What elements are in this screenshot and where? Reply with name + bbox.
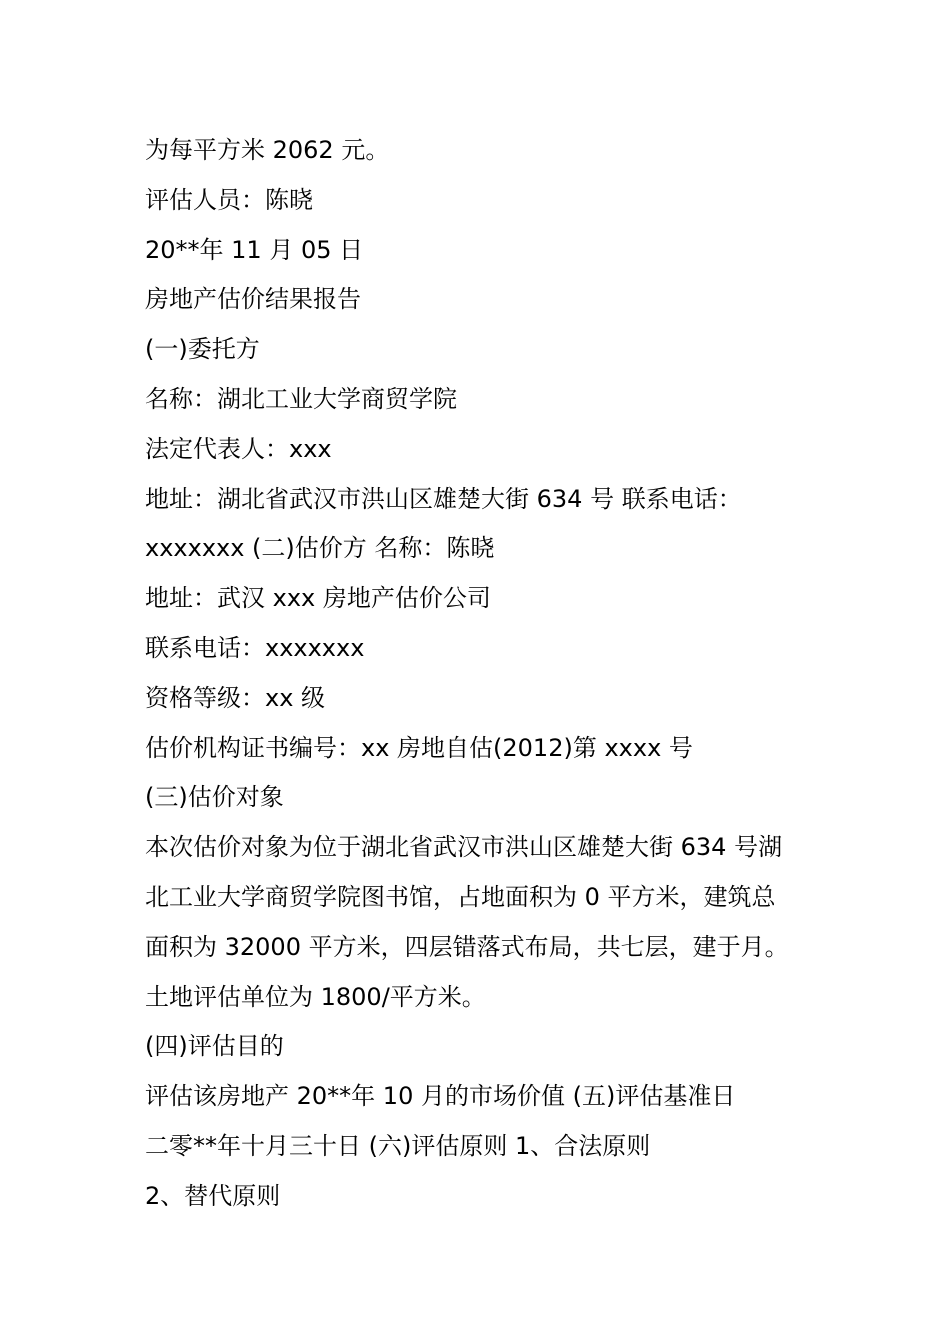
text-line-legal-rep: 法定代表人：xxx: [145, 434, 332, 463]
section-heading-client: (一)委托方: [145, 335, 260, 364]
section-heading-object: (三)估价对象: [145, 783, 284, 812]
text-line-appraiser-address: 地址：武汉 xxx 房地产估价公司: [145, 584, 491, 613]
paragraph-object-line-2: 北工业大学商贸学院图书馆，占地面积为 0 平方米，建筑总: [145, 882, 776, 911]
section-title-report: 房地产估价结果报告: [145, 285, 361, 314]
text-line-client-name: 名称：湖北工业大学商贸学院: [145, 384, 457, 413]
text-line-appraiser-party: xxxxxxx (二)估价方 名称：陈晓: [145, 534, 495, 563]
text-line-phone: 联系电话：xxxxxxx: [145, 633, 365, 662]
text-line-base-date: 二零**年十月三十日 (六)评估原则 1、合法原则: [145, 1131, 651, 1160]
section-heading-purpose: (四)评估目的: [145, 1032, 284, 1061]
paragraph-object-line-4: 土地评估单位为 1800/平方米。: [145, 982, 486, 1011]
paragraph-object-line-1: 本次估价对象为位于湖北省武汉市洪山区雄楚大街 634 号湖: [145, 833, 783, 862]
text-line-date: 20**年 11 月 05 日: [145, 235, 364, 264]
text-line-certificate: 估价机构证书编号：xx 房地自估(2012)第 xxxx 号: [145, 733, 693, 762]
document-body: [145, 126, 825, 1222]
text-line-appraiser: 评估人员：陈晓: [145, 185, 313, 214]
text-line-client-address: 地址：湖北省武汉市洪山区雄楚大街 634 号 联系电话：: [145, 484, 742, 513]
text-line-price: 为每平方米 2062 元。: [145, 136, 390, 164]
text-line-principle-2: 2、替代原则: [145, 1181, 281, 1210]
text-line-purpose: 评估该房地产 20**年 10 月的市场价值 (五)评估基准日: [145, 1082, 736, 1111]
text-line-qualification: 资格等级：xx 级: [145, 683, 326, 712]
paragraph-object-line-3: 面积为 32000 平方米，四层错落式布局，共七层，建于月。: [145, 932, 789, 961]
